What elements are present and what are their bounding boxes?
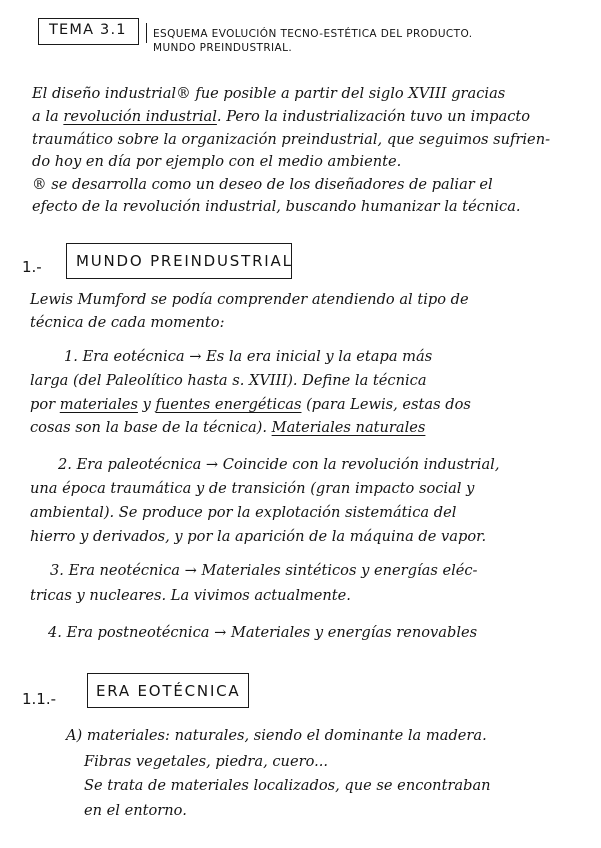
- era-2-line-4: hierro y derivados, y por la aparición de la máquina de vapor.: [30, 528, 487, 545]
- era-2-line-1: 2. Era paleotécnica → Coincide con la revolución industrial,: [58, 456, 500, 473]
- section-1-para-line-2: técnica de cada momento:: [30, 314, 225, 331]
- era-1-line-3-c: (para Lewis, estas dos: [301, 396, 471, 413]
- header-divider: [146, 23, 147, 43]
- era-3-line-1: 3. Era neotécnica → Materiales sintéticos y energías eléc-: [50, 562, 478, 579]
- intro-line-2: [32, 107, 530, 127]
- section-1-1-line-1: A) materiales: naturales, siendo el dominante la madera.: [66, 727, 487, 744]
- era-4-line-1: 4. Era postneotécnica → Materiales y energías renovables: [48, 624, 478, 641]
- era-1-naturales-underlined: Materiales naturales: [271, 419, 426, 436]
- section-1-para-line-1: Lewis Mumford se podía comprender atendiendo al tipo de: [30, 291, 469, 308]
- section-1-1-title: ERA EOTÉCNICA: [96, 682, 241, 700]
- era-1-line-1: 1. Era eotécnica → Es la era inicial y la etapa más: [64, 348, 433, 365]
- header-subtitle-line1: ESQUEMA EVOLUCIÓN TECNO-ESTÉTICA DEL PRODUCTO.: [153, 28, 473, 40]
- section-1-1-number: 1.1.-: [22, 690, 57, 708]
- era-1-line-3-b: y: [137, 396, 156, 413]
- header-subtitle-line2: MUNDO PREINDUSTRIAL.: [153, 42, 293, 54]
- era-1-materiales-underlined: materiales: [59, 396, 138, 413]
- intro-line-2-b: . Pero la industrialización tuvo un impacto: [216, 108, 531, 125]
- era-2-line-3: ambiental). Se produce por la explotación sistemática del: [30, 504, 457, 521]
- section-1-1-line-3: Se trata de materiales localizados, que se encontraban: [84, 777, 491, 794]
- intro-line-2-a: a la: [32, 108, 64, 125]
- section-1-1-line-4: en el entorno.: [84, 802, 187, 819]
- era-1-line-3: [30, 395, 471, 415]
- section-1-1-line-2: Fibras vegetales, piedra, cuero...: [84, 753, 329, 770]
- era-1-fuentes-underlined: fuentes energéticas: [155, 396, 302, 413]
- intro-line-5: ® se desarrolla como un deseo de los diseñadores de paliar el: [32, 176, 493, 193]
- era-1-line-4: [30, 418, 425, 438]
- era-1-line-2: larga (del Paleolítico hasta s. XVIII). Define la técnica: [30, 372, 427, 389]
- era-2-line-2: una época traumática y de transición (gran impacto social y: [30, 480, 475, 497]
- era-1-line-4-a: cosas son la base de la técnica).: [30, 419, 272, 436]
- era-1-line-3-a: por: [30, 396, 60, 413]
- intro-line-6: efecto de la revolución industrial, buscando humanizar la técnica.: [32, 198, 521, 215]
- section-1-title: MUNDO PREINDUSTRIAL: [76, 252, 293, 270]
- section-1-number: 1.-: [22, 258, 42, 276]
- tema-label: TEMA 3.1: [49, 22, 127, 38]
- intro-revolucion-underlined: revolución industrial: [63, 108, 217, 125]
- intro-line-4: do hoy en día por ejemplo con el medio ambiente.: [32, 153, 402, 170]
- intro-line-3: traumático sobre la organización preindustrial, que seguimos sufrien-: [32, 131, 551, 148]
- era-3-line-2: tricas y nucleares. La vivimos actualmente.: [30, 587, 351, 604]
- intro-line-1: El diseño industrial® fue posible a partir del siglo XVIII gracias: [32, 85, 506, 102]
